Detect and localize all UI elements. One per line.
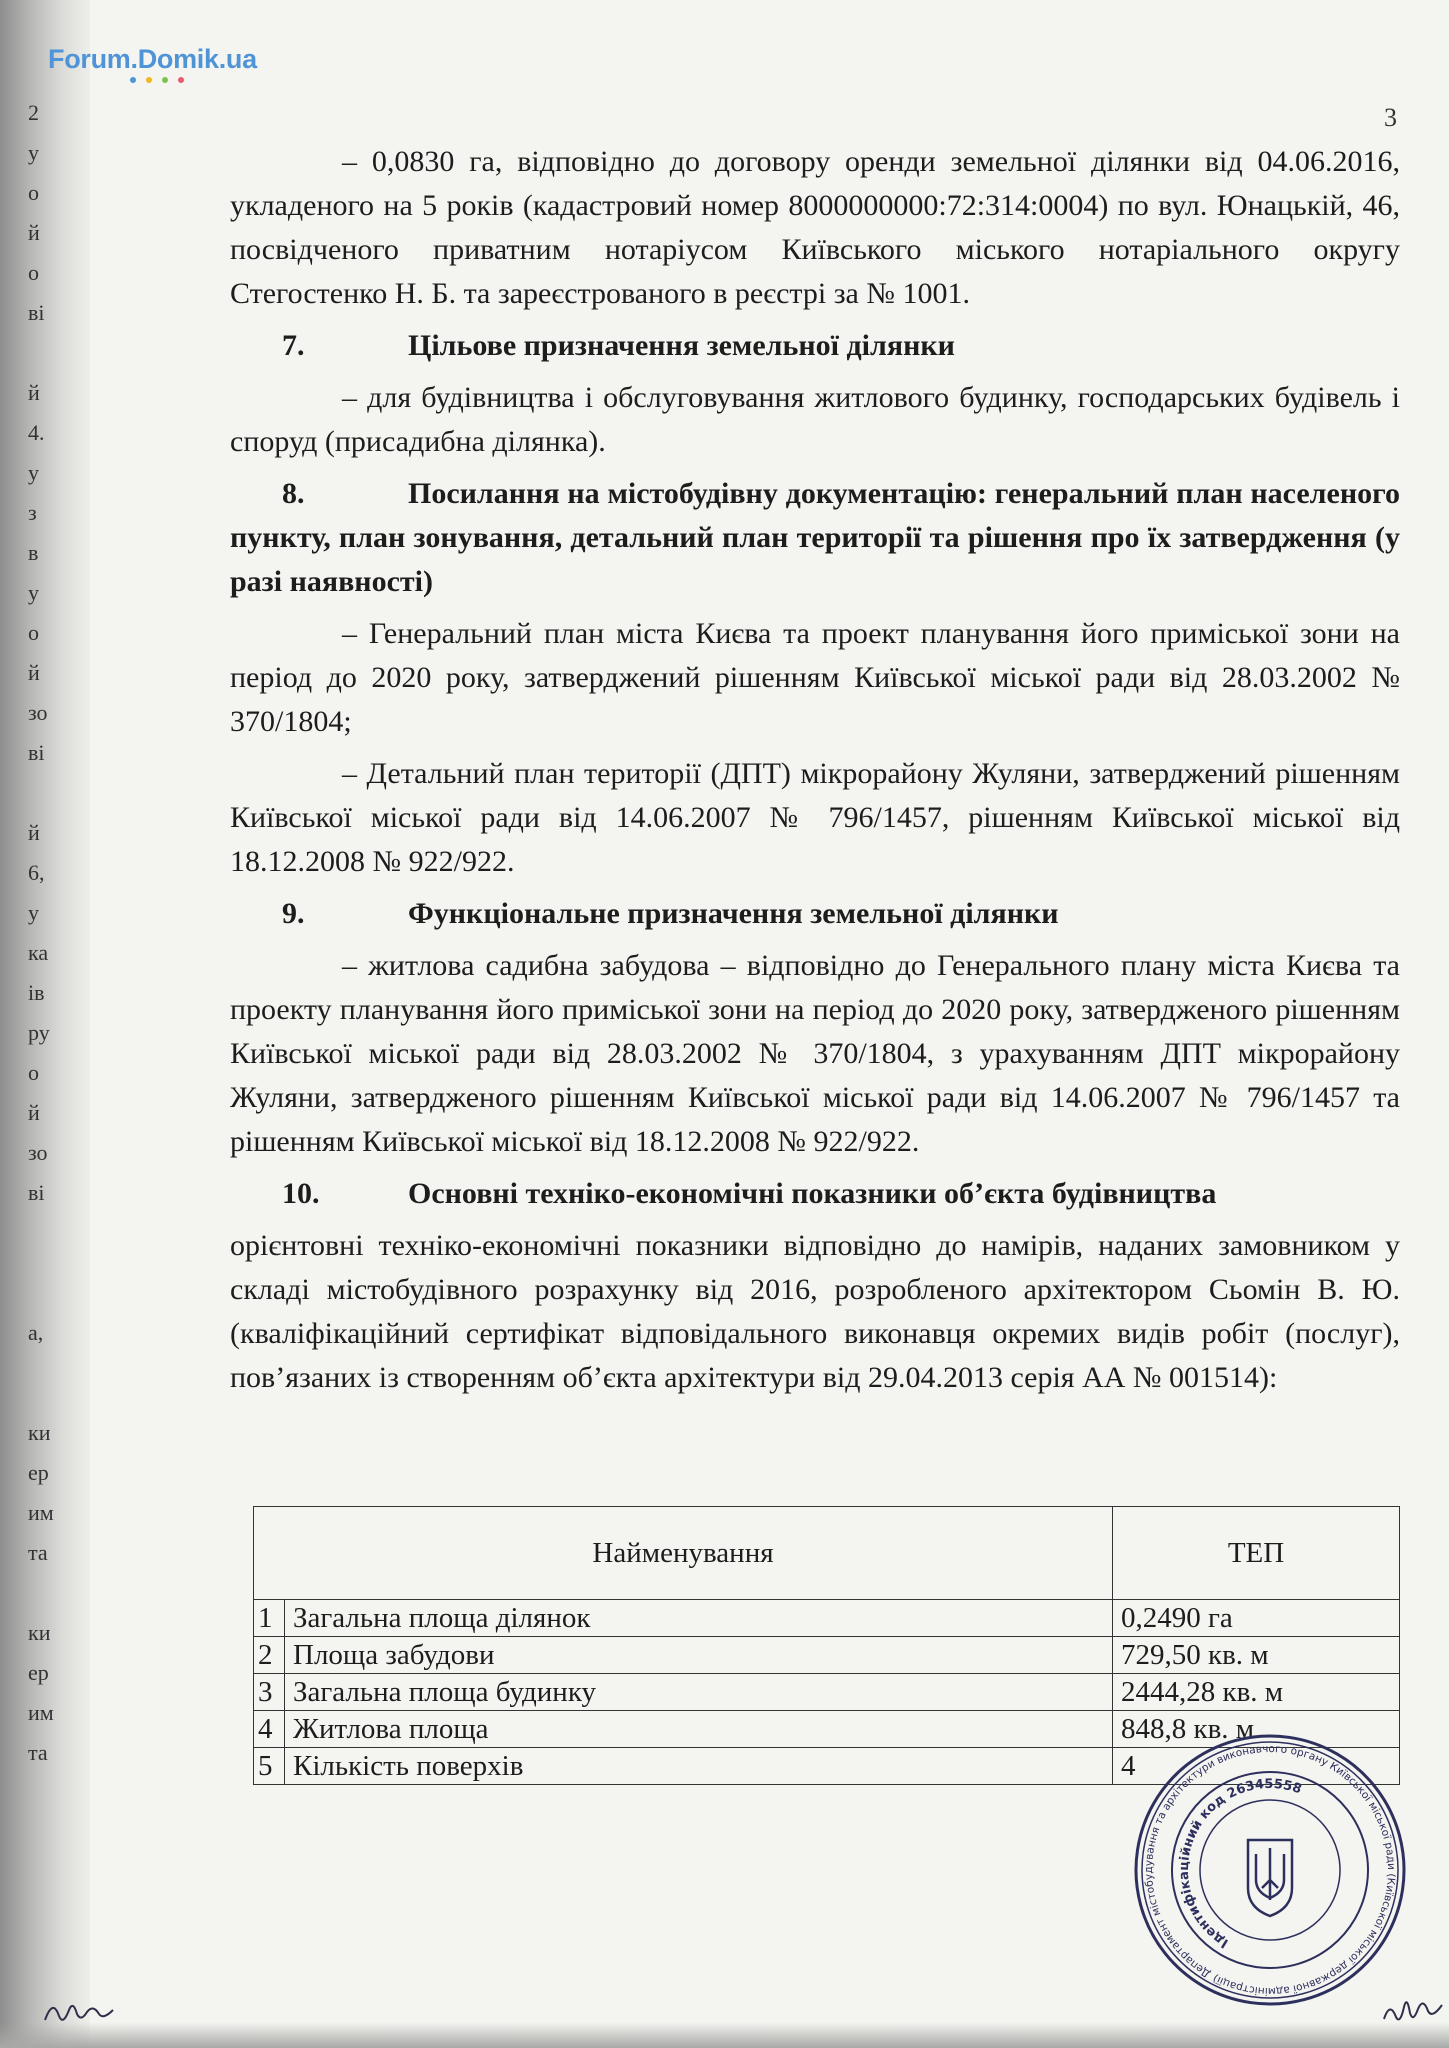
- watermark-dot: [146, 77, 152, 83]
- section-9-number: 9.: [282, 897, 305, 930]
- margin-fragment: зо: [28, 700, 48, 725]
- section-10-heading: [230, 1172, 1400, 1216]
- row-name: Житлова площа: [285, 1711, 1113, 1748]
- margin-fragment: им: [28, 1500, 54, 1525]
- row-index: 2: [254, 1637, 285, 1674]
- table-row: [254, 1600, 1400, 1637]
- left-signature-icon: [40, 1990, 120, 2030]
- row-index: 5: [254, 1748, 285, 1785]
- margin-fragment: 2: [28, 100, 39, 125]
- table-row: [254, 1637, 1400, 1674]
- right-signature-icon: [1380, 1985, 1446, 2029]
- row-value: 2444,28 кв. м: [1113, 1674, 1400, 1711]
- section-10-number: 10.: [282, 1177, 320, 1210]
- margin-fragment: зо: [28, 1140, 48, 1165]
- seal-inner-text: Ідентифікаційний код 26345558: [1176, 1776, 1304, 1951]
- margin-fragment: й: [28, 220, 40, 245]
- margin-fragment: у: [28, 580, 39, 605]
- margin-fragment: ер: [28, 1660, 49, 1685]
- section-8-heading: [230, 472, 1400, 604]
- margin-fragment: ві: [28, 1180, 45, 1205]
- margin-fragment: й: [28, 820, 40, 845]
- scan-bottom-shadow: [0, 2022, 1449, 2048]
- margin-fragment: з: [28, 500, 37, 525]
- official-seal: [1130, 1730, 1410, 2010]
- margin-fragment: та: [28, 1540, 48, 1565]
- margin-fragment: ки: [28, 1620, 51, 1645]
- margin-fragment: о: [28, 620, 39, 645]
- lease-paragraph: – 0,0830 га, відповідно до договору оренди земельної ділянки від 04.06.2016, укладеного на 5 років (кадастровий номер 8000000000:72:314:0004) по вул. Юнацькій, 46, посвідченого приватним нотаріусом Київського міського нотаріального округу Стегостенко Н. Б. та зареєстрованого в реєстрі за № 1001.: [230, 145, 1400, 310]
- margin-fragment: ві: [28, 300, 45, 325]
- trident-emblem-icon: [1248, 1840, 1292, 1916]
- watermark-dot: [162, 77, 168, 83]
- section-8-title: Посилання на містобудівну документацію: генеральний план населеного пункту, план зонування, детальний план території та рішення про їх затвердження (у разі наявності): [230, 477, 1400, 598]
- row-index: 3: [254, 1674, 285, 1711]
- section-8-item-2: – Детальний план території (ДПТ) мікрорайону Жуляни, затверджений рішенням Київської міської ради від 14.06.2007 № 796/1457, рішенням Київської міської від 18.12.2008 № 922/922.: [230, 757, 1400, 878]
- section-7-heading: [230, 324, 1400, 368]
- row-name: Площа забудови: [285, 1637, 1113, 1674]
- page-number: 3: [1384, 103, 1397, 132]
- watermark-dot: [178, 77, 184, 83]
- margin-fragment: ки: [28, 1420, 51, 1445]
- margin-fragment: ів: [28, 980, 45, 1005]
- margin-fragment: ка: [28, 940, 49, 965]
- section-9-text: – житлова садибна забудова – відповідно до Генерального плану міста Києва та проекту планування його приміської зони на період до 2020 року, затвердженого рішенням Київської міської ради від 28.03.2002 № 370/1804, з урахуванням ДПТ мікрорайону Жуляни, затвердженого рішенням Київської міської ради від 14.06.2007 № 796/1457 та рішенням Київської міської від 18.12.2008 № 922/922.: [230, 949, 1400, 1158]
- section-7-number: 7.: [282, 329, 305, 362]
- margin-fragment: й: [28, 660, 40, 685]
- margin-fragment: ві: [28, 740, 45, 765]
- section-7-title: Цільове призначення земельної ділянки: [408, 329, 955, 362]
- section-10-title: Основні техніко-економічні показники об’єкта будівництва: [408, 1177, 1217, 1210]
- row-value: 0,2490 га: [1113, 1600, 1400, 1637]
- margin-fragment: й: [28, 380, 40, 405]
- document-body: [230, 140, 1400, 1400]
- margin-fragment: й: [28, 1100, 40, 1125]
- watermark-text: Forum.Domik.ua: [48, 44, 257, 74]
- row-index: 1: [254, 1600, 285, 1637]
- margin-fragment: ру: [28, 1020, 50, 1045]
- row-value: 848,8 кв. м: [1113, 1711, 1400, 1748]
- margin-fragment: у: [28, 140, 39, 165]
- section-9-title: Функціональне призначення земельної ділянки: [408, 897, 1059, 930]
- margin-fragment: о: [28, 180, 39, 205]
- section-9-heading: [230, 892, 1400, 936]
- seal-outer-text: Департамент містобудування та архітектури виконавчого органу Київської міської ради (Київської міської державної адміністрації): [1142, 1742, 1398, 1998]
- watermark-dot: [130, 77, 136, 83]
- row-value: 4: [1113, 1748, 1400, 1785]
- header-name: Найменування: [254, 1507, 1113, 1600]
- row-value: 729,50 кв. м: [1113, 1637, 1400, 1674]
- margin-fragment: о: [28, 260, 39, 285]
- margin-fragment: а,: [28, 1320, 44, 1345]
- margin-fragment: у: [28, 900, 39, 925]
- margin-fragment: ер: [28, 1460, 49, 1485]
- section-8-number: 8.: [282, 477, 305, 510]
- margin-fragment: 6,: [28, 860, 45, 885]
- section-7-text: – для будівництва і обслуговування житлового будинку, господарських будівель і споруд (присадибна ділянка).: [230, 381, 1400, 458]
- forum-watermark: [48, 44, 257, 83]
- margin-fragment: 4.: [28, 420, 45, 445]
- tep-table-header-row: [254, 1507, 1400, 1600]
- row-index: 4: [254, 1711, 285, 1748]
- table-row: [254, 1674, 1400, 1711]
- margin-fragment: о: [28, 1060, 39, 1085]
- row-name: Кількість поверхів: [285, 1748, 1113, 1785]
- row-name: Загальна площа будинку: [285, 1674, 1113, 1711]
- margin-fragment: в: [28, 540, 39, 565]
- section-8-item-1: – Генеральний план міста Києва та проект планування його приміської зони на період до 2020 року, затверджений рішенням Київської міської ради від 28.03.2002 № 370/1804;: [230, 617, 1400, 738]
- watermark-dots: [130, 77, 257, 83]
- margin-fragment: та: [28, 1740, 48, 1765]
- header-tep: ТЕП: [1113, 1507, 1400, 1600]
- row-name: Загальна площа ділянок: [285, 1600, 1113, 1637]
- section-10-text: орієнтовні техніко-економічні показники відповідно до намірів, наданих замовником у складі містобудівного розрахунку від 2016, розробленого архітектором Сьомін В. Ю. (кваліфікаційний сертифікат відповідального виконавця окремих видів робіт (послуг), пов’язаних із створенням об’єкта архітектури від 29.04.2013 серія АА № 001514):: [230, 1229, 1400, 1394]
- margin-fragment: им: [28, 1700, 54, 1725]
- margin-fragment: у: [28, 460, 39, 485]
